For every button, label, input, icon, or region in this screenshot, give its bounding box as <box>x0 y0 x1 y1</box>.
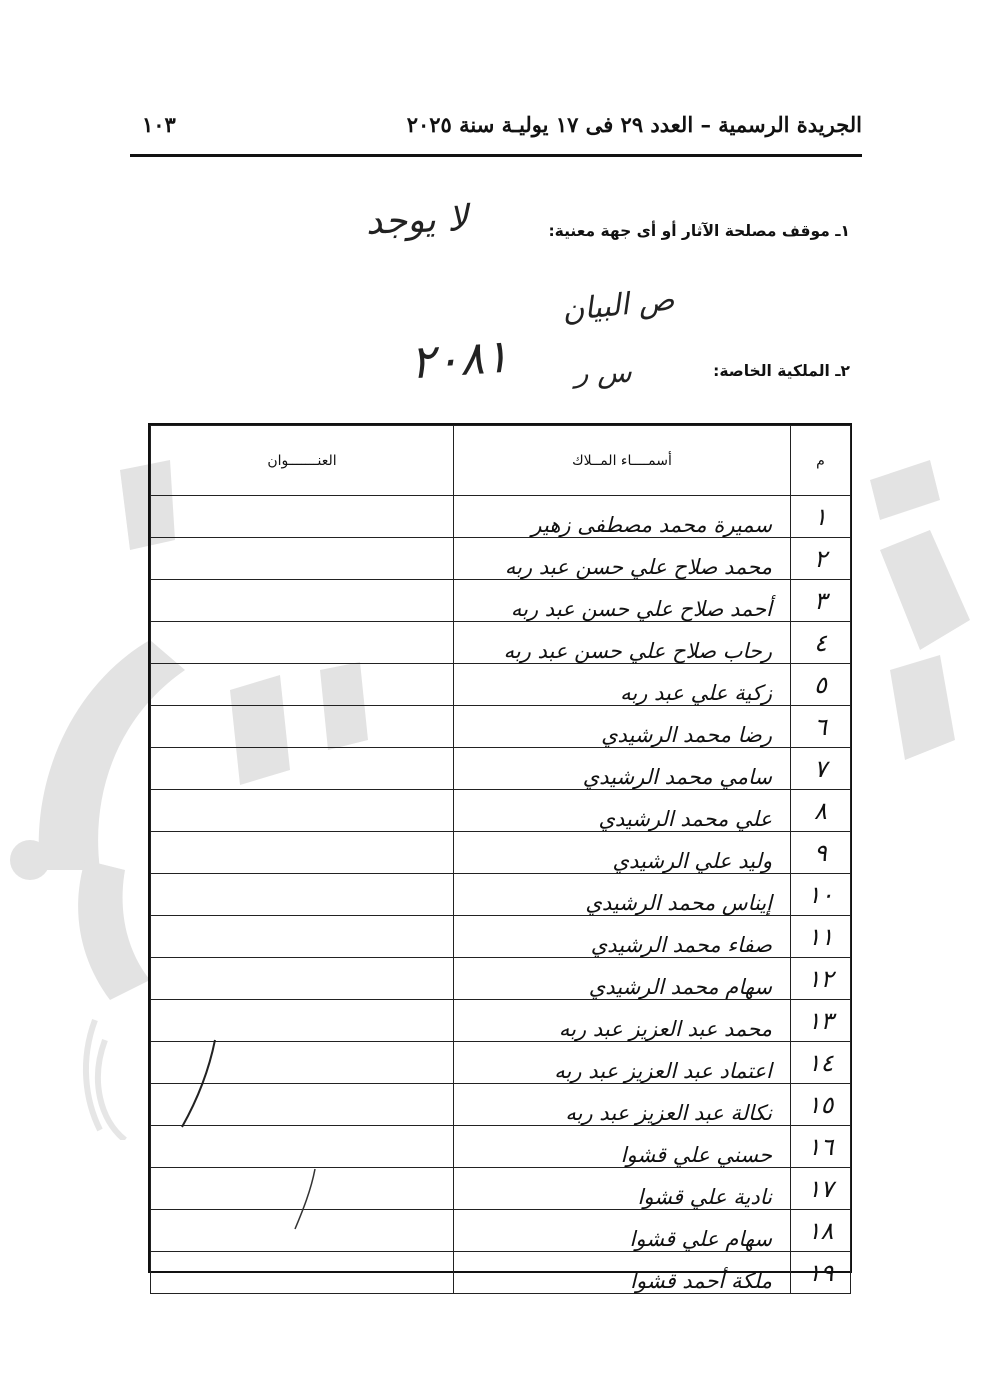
owner-name-cell: سهام علي قشوا <box>454 1210 791 1252</box>
table-row <box>151 1126 851 1168</box>
table-row <box>151 706 851 748</box>
section-antiquities-answer: لا يوجد <box>365 198 469 243</box>
table-row <box>151 790 851 832</box>
owner-name-cell: محمد صلاح علي حسن عبد ربه <box>454 538 791 580</box>
owner-name-cell: نادية علي قشوا <box>454 1168 791 1210</box>
row-number-cell: ٦ <box>791 706 851 748</box>
address-cell <box>151 916 454 958</box>
row-number-cell: ١٨ <box>791 1210 851 1252</box>
row-number-cell: ١١ <box>791 916 851 958</box>
owner-name-cell: رحاب صلاح علي حسن عبد ربه <box>454 622 791 664</box>
owner-name-cell: صفاء محمد الرشيدي <box>454 916 791 958</box>
page-header <box>130 112 862 152</box>
table-row <box>151 538 851 580</box>
address-cell <box>151 832 454 874</box>
table-row <box>151 1042 851 1084</box>
address-cell <box>151 1084 454 1126</box>
table-row <box>151 496 851 538</box>
address-cell <box>151 580 454 622</box>
gazette-title: الجريدة الرسمية – العدد ٢٩ فى ١٧ يوليـة سنة ٢٠٢٥ <box>406 112 862 137</box>
table-row <box>151 1252 851 1294</box>
owner-name-cell: علي محمد الرشيدي <box>454 790 791 832</box>
row-number-cell: ١٤ <box>791 1042 851 1084</box>
handwritten-mark: س ر <box>575 356 632 389</box>
address-cell <box>151 1000 454 1042</box>
address-cell <box>151 874 454 916</box>
row-number-cell: ١٦ <box>791 1126 851 1168</box>
address-cell <box>151 1042 454 1084</box>
table-row <box>151 916 851 958</box>
address-cell <box>151 706 454 748</box>
table-row <box>151 664 851 706</box>
handwritten-number: ٢٠٨١ <box>408 328 511 390</box>
address-column-header: العنـــــــوان <box>151 426 454 496</box>
table-row <box>151 580 851 622</box>
owner-name-cell: سهام محمد الرشيدي <box>454 958 791 1000</box>
header-divider <box>130 154 862 157</box>
address-cell <box>151 622 454 664</box>
owner-name-cell: سميرة محمد مصطفى زهير <box>454 496 791 538</box>
owner-name-cell: نكالة عبد العزيز عبد ربه <box>454 1084 791 1126</box>
row-number-cell: ١٢ <box>791 958 851 1000</box>
owner-name-cell: اعتماد عبد العزيز عبد ربه <box>454 1042 791 1084</box>
table-row <box>151 874 851 916</box>
owner-name-cell: حسني علي قشوا <box>454 1126 791 1168</box>
row-number-cell: ٥ <box>791 664 851 706</box>
owner-name-cell: محمد عبد العزيز عبد ربه <box>454 1000 791 1042</box>
owner-name-cell: أحمد صلاح علي حسن عبد ربه <box>454 580 791 622</box>
row-number-cell: ٢ <box>791 538 851 580</box>
handwritten-note: ص البيان <box>560 282 677 329</box>
table-row <box>151 622 851 664</box>
owner-name-cell: وليد علي الرشيدي <box>454 832 791 874</box>
table-header-row <box>151 426 851 496</box>
address-cell <box>151 1126 454 1168</box>
address-cell <box>151 538 454 580</box>
table-row <box>151 1210 851 1252</box>
row-number-cell: ٨ <box>791 790 851 832</box>
owner-name-cell: ملكة أحمد قشوا <box>454 1252 791 1294</box>
section-ownership-label: ٢ـ الملكية الخاصة: <box>713 362 850 380</box>
table-row <box>151 832 851 874</box>
owner-name-cell: رضا محمد الرشيدي <box>454 706 791 748</box>
table-row <box>151 1084 851 1126</box>
names-column-header: أسمــــاء المــلاك <box>454 426 791 496</box>
address-cell <box>151 1252 454 1294</box>
owner-name-cell: إيناس محمد الرشيدي <box>454 874 791 916</box>
section-antiquities-label: ١ـ موقف مصلحة الآثار أو أى جهة معنية: <box>548 222 850 240</box>
address-cell <box>151 664 454 706</box>
row-number-cell: ٩ <box>791 832 851 874</box>
row-number-cell: ١٩ <box>791 1252 851 1294</box>
address-cell <box>151 1210 454 1252</box>
row-number-cell: ١٣ <box>791 1000 851 1042</box>
row-number-cell: ١٥ <box>791 1084 851 1126</box>
address-cell <box>151 496 454 538</box>
table-row <box>151 958 851 1000</box>
row-number-cell: ١٠ <box>791 874 851 916</box>
owners-table <box>148 423 852 1293</box>
address-cell <box>151 748 454 790</box>
table-row <box>151 1168 851 1210</box>
row-number-cell: ١ <box>791 496 851 538</box>
number-column-header: م <box>791 426 851 496</box>
row-number-cell: ٧ <box>791 748 851 790</box>
address-cell <box>151 1168 454 1210</box>
address-cell <box>151 958 454 1000</box>
table-row <box>151 1000 851 1042</box>
table-row <box>151 748 851 790</box>
row-number-cell: ٤ <box>791 622 851 664</box>
owner-name-cell: سامي محمد الرشيدي <box>454 748 791 790</box>
row-number-cell: ٣ <box>791 580 851 622</box>
row-number-cell: ١٧ <box>791 1168 851 1210</box>
address-cell <box>151 790 454 832</box>
page-number: ١٠٣ <box>142 112 176 137</box>
owner-name-cell: زكية علي عبد ربه <box>454 664 791 706</box>
